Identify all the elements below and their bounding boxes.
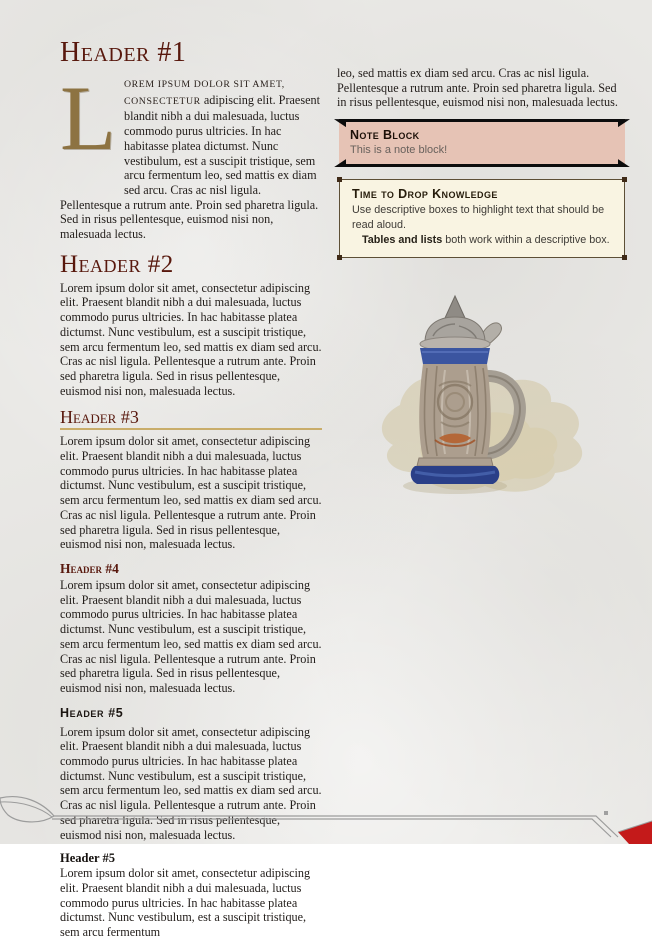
corner-red-triangle-icon	[618, 821, 652, 844]
descriptive-box-line1: Use descriptive boxes to highlight text that should be read aloud.	[352, 204, 605, 232]
box-corner-dot-icon	[337, 177, 342, 182]
paragraph-4: Lorem ipsum dolor sit amet, consectetur adipiscing elit. Praesent blandit nibh a dui malesuada, luctus commodo purus ultricies. In hac habitasse platea dictumst. Nunc vestibulum, est a suscipit tristique, sem arcu fermentum leo, sed mattis ex diam sed arcu. Cras ac nisl ligula. Pellentesque a rutrum ante. Proin sed pharetra ligula. Sed in risus pellentesque, euismod nisi non, malesuada lectus.	[60, 577, 322, 695]
paragraph-1-text: adipiscing elit. Praesent blandit nibh a dui malesuada, luctus commodo purus ultricies. In hac habitasse platea dictumst. Nunc vestibulum, est a suscipit tristique, sem arcu fermentum leo, sed mattis ex diam sed arcu. Cras ac nisl ligula. Pellentesque a rutrum ante. Proin sed pharetra ligula. Sed in risus pellentesque, euismod nisi non, malesuada lectus.	[60, 92, 320, 242]
note-corner-icon	[334, 159, 346, 167]
note-block-body: This is a note block!	[350, 144, 448, 157]
heading-4: Header #4	[60, 560, 119, 576]
heading-2: Header #2	[60, 250, 174, 278]
lead-small-caps: OREM IPSUM DOLOR SIT AMET, CONSECTETUR	[124, 79, 285, 107]
descriptive-box-title: Time to Drop Knowledge	[352, 187, 498, 202]
heading-6: Header #5	[60, 851, 115, 866]
drop-cap: L	[60, 67, 117, 169]
continued-paragraph: leo, sed mattis ex diam sed arcu. Cras ac nisl ligula. Pellentesque a rutrum ante. Proin sed pharetra ligula. Sed in risus pellentesque, euismod nisi non, malesuada lectus.	[337, 66, 618, 110]
note-block-title: Note Block	[350, 128, 420, 143]
note-corner-icon	[618, 119, 630, 127]
note-block	[339, 119, 625, 167]
heading-3: Header #3	[60, 407, 322, 430]
box-corner-dot-icon	[622, 177, 627, 182]
beer-stein-icon	[355, 290, 605, 505]
paragraph-2: Lorem ipsum dolor sit amet, consectetur adipiscing elit. Praesent blandit nibh a dui malesuada, luctus commodo purus ultricies. In hac habitasse platea dictumst. Nunc vestibulum, est a suscipit tristique, sem arcu fermentum leo, sed mattis ex diam sed arcu. Cras ac nisl ligula. Pellentesque a rutrum ante. Proin sed pharetra ligula. Sed in risus pellentesque, euismod nisi non, malesuada lectus.	[60, 280, 322, 398]
descriptive-box	[339, 179, 625, 258]
footer-ornament	[0, 790, 652, 844]
paragraph-6: Lorem ipsum dolor sit amet, consectetur adipiscing elit. Praesent blandit nibh a dui malesuada, luctus commodo purus ultricies. In hac habitasse platea dictumst. Nunc vestibulum, est a suscipit tristique, sem arcu fermentum	[60, 866, 311, 940]
descriptive-box-line2-bold: Tables and lists	[362, 234, 443, 247]
footer-dot-icon	[604, 811, 608, 815]
paragraph-3: Lorem ipsum dolor sit amet, consectetur adipiscing elit. Praesent blandit nibh a dui malesuada, luctus commodo purus ultricies. In hac habitasse platea dictumst. Nunc vestibulum, est a suscipit tristique, sem arcu fermentum leo, sed mattis ex diam sed arcu. Cras ac nisl ligula. Pellentesque a rutrum ante. Proin sed pharetra ligula. Sed in risus pellentesque, euismod nisi non, malesuada lectus.	[60, 434, 322, 552]
paragraph-5: Lorem ipsum dolor sit amet, consectetur adipiscing elit. Praesent blandit nibh a dui malesuada, luctus commodo purus ultricies. In hac habitasse platea dictumst. Nunc vestibulum, est a suscipit tristique, sem arcu fermentum leo, sed mattis ex diam sed arcu. Cras ac nisl ligula. Pellentesque a rutrum ante. Proin sed pharetra ligula. Sed in risus pellentesque, euismod nisi non, malesuada lectus.	[60, 724, 322, 842]
box-corner-dot-icon	[622, 255, 627, 260]
note-corner-icon	[334, 119, 346, 127]
descriptive-box-line2-rest: both work within a descriptive box.	[442, 234, 610, 247]
descriptive-box-line2	[362, 233, 612, 248]
heading-5: Header #5	[60, 705, 124, 720]
box-corner-dot-icon	[337, 255, 342, 260]
paragraph-1	[60, 67, 322, 242]
beer-stein-illustration	[355, 290, 605, 505]
heading-1: Header #1	[60, 37, 187, 68]
note-corner-icon	[618, 159, 630, 167]
